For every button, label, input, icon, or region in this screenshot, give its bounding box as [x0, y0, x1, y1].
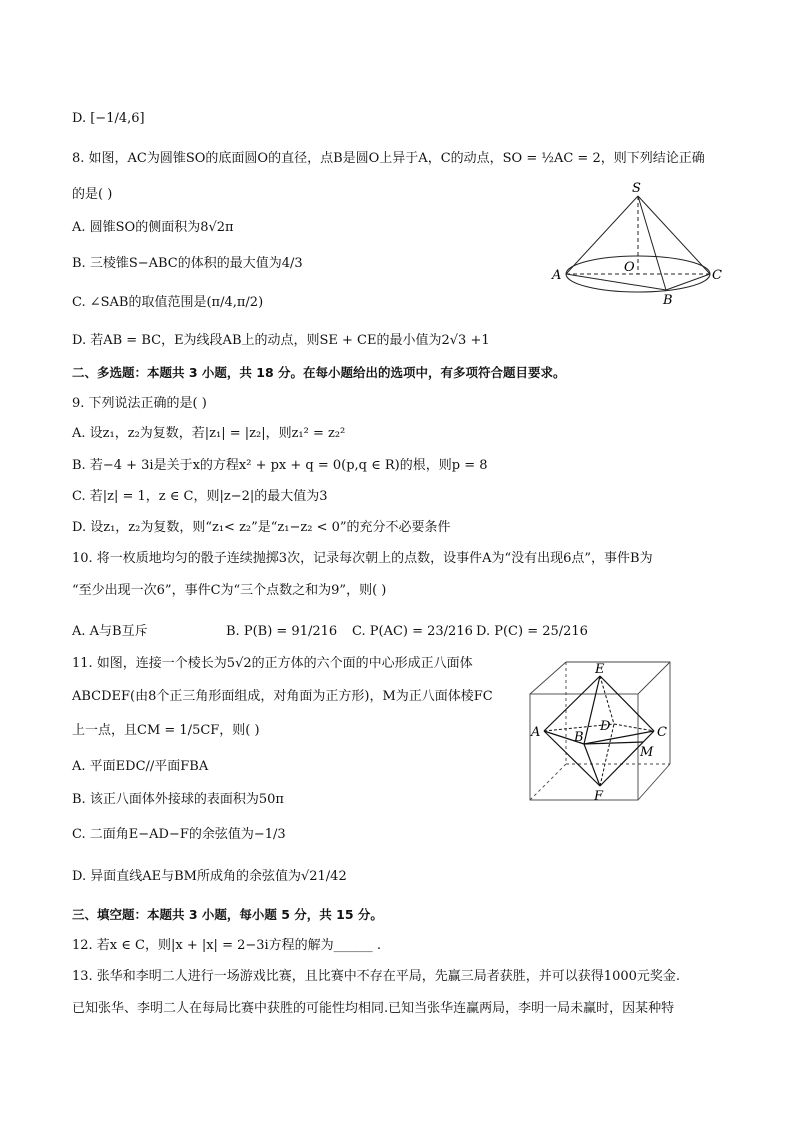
question-8-stem: 8. 如图，AC为圆锥SO的底面圆O的直径，点B是圆O上异于A，C的动点，SO = ½AC = 2，则下列结论正确	[72, 151, 705, 166]
option-9a: A. 设z₁，z₂为复数，若|z₁| = |z₂|，则z₁² = z₂²	[72, 426, 346, 441]
octa-label-e: E	[595, 662, 605, 677]
option-11a: A. 平面EDC//平面FBA	[72, 759, 209, 774]
octa-label-d: D	[600, 719, 611, 734]
question-11-stem-cont-2: 上一点，且CM = 1/5CF，则( )	[72, 723, 260, 738]
octa-label-a: A	[531, 725, 541, 740]
option-8d-prev: D. [−1/4,6]	[72, 111, 145, 126]
option-11c: C. 二面角E−AD−F的余弦值为−1/3	[72, 827, 286, 842]
question-11-stem-cont-1: ABCDEF(由8个正三角形面组成，对角面为正方形)，M为正八面体棱FC	[72, 689, 493, 704]
octa-label-f: F	[594, 789, 604, 804]
option-10b: B. P(B) = 91/216	[226, 624, 338, 639]
option-8b: B. 三棱锥S−ABC的体积的最大值为4/3	[72, 256, 303, 271]
question-8-stem-cont: 的是( )	[72, 187, 113, 202]
octa-label-b: B	[574, 730, 584, 745]
option-9d: D. 设z₁，z₂为复数，则“z₁< z₂”是“z₁−z₂ < 0”的充分不必要条件	[72, 520, 451, 535]
octa-label-c: C	[657, 725, 667, 740]
question-13-stem: 13. 张华和李明二人进行一场游戏比赛，且比赛中不存在平局，先赢三局者获胜，并可以获得1000元奖金.	[72, 969, 681, 984]
cone-figure	[548, 178, 728, 308]
option-11d: D. 异面直线AE与BM所成角的余弦值为√21/42	[72, 869, 347, 884]
section-2-heading: 二、多选题：本题共 3 小题，共 18 分。在每小题给出的选项中，有多项符合题目要求。	[72, 365, 566, 380]
option-9c: C. 若|z| = 1，z ∈ C，则|z−2|的最大值为3	[72, 489, 328, 504]
octahedron-figure	[526, 658, 676, 804]
question-13-stem-cont: 已知张华、李明二人在每局比赛中获胜的可能性均相同.已知当张华连赢两局，李明一局未赢时，因某种特	[72, 1001, 675, 1016]
option-9b: B. 若−4 + 3i是关于x的方程x² + px + q = 0(p,q ∈ R)的根，则p = 8	[72, 458, 488, 473]
option-8d: D. 若AB = BC，E为线段AB上的动点，则SE + CE的最小值为2√3 +1	[72, 333, 490, 348]
option-10a: A. A与B互斥	[72, 624, 148, 639]
option-11b: B. 该正八面体外接球的表面积为50π	[72, 792, 284, 807]
option-8a: A. 圆锥SO的侧面积为8√2π	[72, 220, 234, 235]
cone-label-c: C	[712, 268, 722, 283]
question-10-stem-cont: “至少出现一次6”，事件C为“三个点数之和为9”，则( )	[72, 583, 387, 598]
cone-label-a: A	[552, 268, 562, 283]
octa-label-m: M	[640, 745, 654, 760]
question-11-stem: 11. 如图，连接一个棱长为5√2的正方体的六个面的中心形成正八面体	[72, 656, 473, 671]
section-3-heading: 三、填空题：本题共 3 小题，每小题 5 分，共 15 分。	[72, 907, 383, 922]
option-8c: C. ∠SAB的取值范围是(π/4,π/2)	[72, 295, 264, 310]
option-10c: C. P(AC) = 23/216	[352, 624, 473, 639]
cone-label-b: B	[663, 293, 673, 308]
cone-label-o: O	[624, 260, 635, 275]
question-12-stem: 12. 若x ∈ C，则|x + |x| = 2−3i方程的解为______ .	[72, 938, 381, 953]
question-9-stem: 9. 下列说法正确的是( )	[72, 396, 207, 411]
cone-label-s: S	[632, 181, 641, 196]
question-10-stem: 10. 将一枚质地均匀的骰子连续抛掷3次，记录每次朝上的点数，设事件A为“没有出现6点”，事件B为	[72, 551, 653, 566]
option-10d: D. P(C) = 25/216	[476, 624, 588, 639]
